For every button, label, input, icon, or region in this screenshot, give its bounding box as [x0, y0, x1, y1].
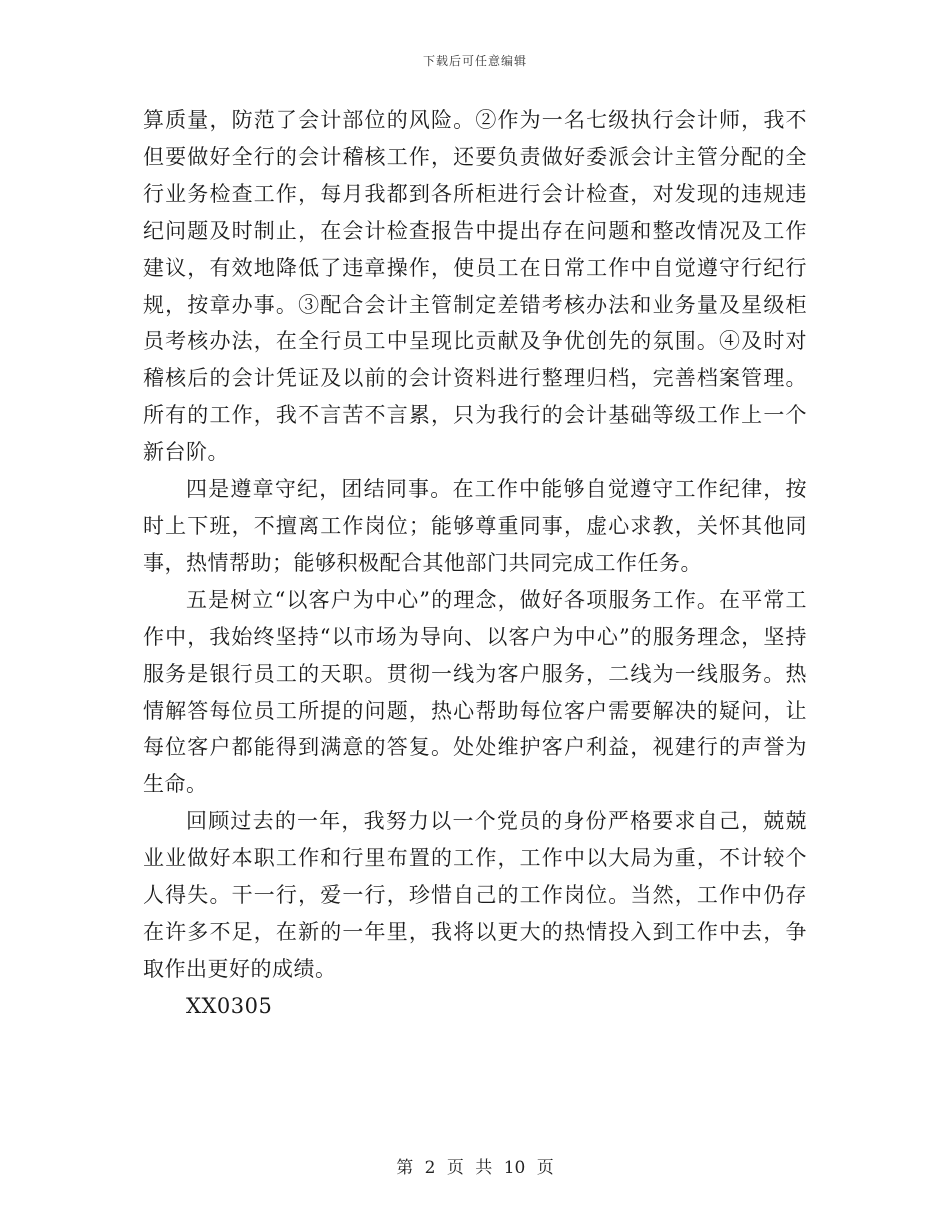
paragraph-customer-service: 五是树立“以客户为中心”的理念，做好各项服务工作。在平常工作中，我始终坚持“以市场为导向、以客户为中心”的服务理念，坚持服务是银行员工的天职。贯彻一线为客户服务，二线为一线服务。热情解答每位员工所提的问题，热心帮助每位客户需要解决的疑问，让每位客户都能得到满意的答复。处处维护客户利益，视建行的声誉为生命。	[143, 587, 807, 797]
document-signature: XX0305	[186, 993, 273, 1018]
document-body	[143, 102, 807, 1025]
page-header: 下载后可任意编辑	[422, 54, 527, 68]
paragraph-review: 回顾过去的一年，我努力以一个党员的身份严格要求自己，兢兢业业做好本职工作和行里布置的工作，工作中以大局为重，不计较个人得失。干一行，爱一行，珍惜自己的工作岗位。当然，工作中仍存在许多不足，在新的一年里，我将以更大的热情投入到工作中去，争取作出更好的成绩。	[143, 809, 807, 981]
paragraph-continued: 算质量，防范了会计部位的风险。②作为一名七级执行会计师，我不但要做好全行的会计稽核工作，还要负责做好委派会计主管分配的全行业务检查工作，每月我都到各所柜进行会计检查，对发现的违规违纪问题及时制止，在会计检查报告中提出存在问题和整改情况及工作建议，有效地降低了违章操作，使员工在日常工作中自觉遵守行纪行规，按章办事。③配合会计主管制定差错考核办法和业务量及星级柜员考核办法，在全行员工中呈现比贡献及争优创先的氛围。④及时对稽核后的会计凭证及以前的会计资料进行整理归档，完善档案管理。所有的工作，我不言苦不言累，只为我行的会计基础等级工作上一个新台阶。	[143, 108, 807, 465]
paragraph-discipline: 四是遵章守纪，团结同事。在工作中能够自觉遵守工作纪律，按时上下班，不擅离工作岗位；能够尊重同事，虚心求教，关怀其他同事，热情帮助；能够积极配合其他部门共同完成工作任务。	[143, 477, 807, 575]
page-footer: 第 2 页 共 10 页	[396, 1158, 554, 1178]
